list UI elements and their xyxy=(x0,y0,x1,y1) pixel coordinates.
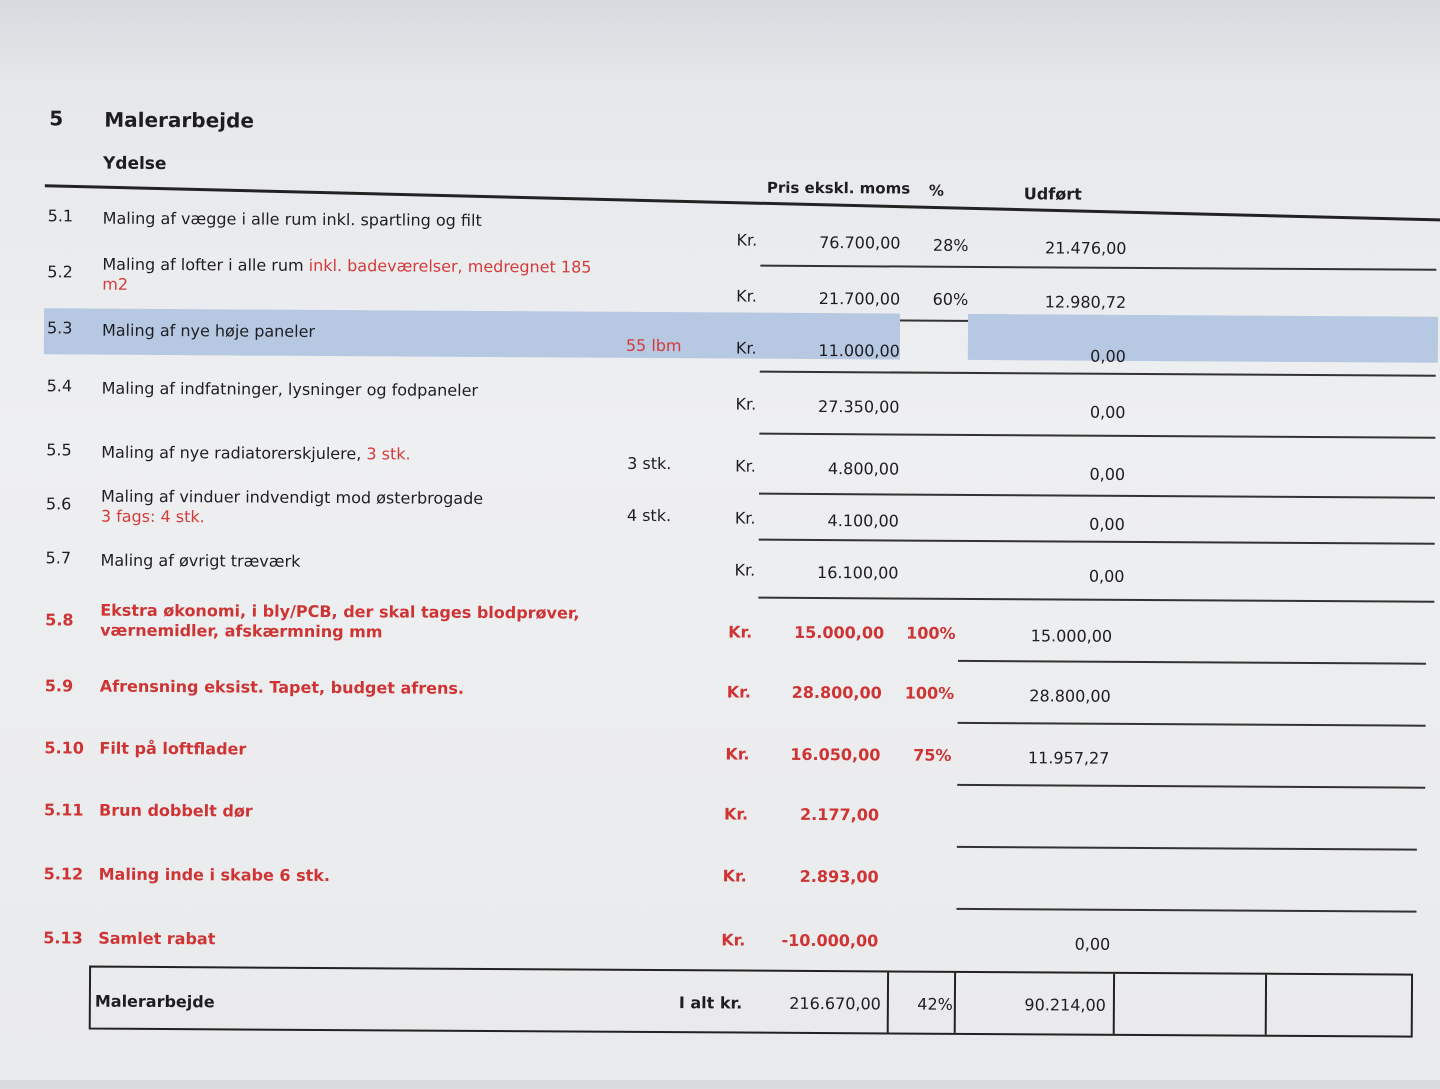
row-udfort: 0,00 xyxy=(982,934,1110,954)
total-percent: 42% xyxy=(891,994,953,1013)
row-price: 16.050,00 xyxy=(758,745,880,765)
row-number: 5.4 xyxy=(47,376,73,395)
row-divider xyxy=(958,722,1426,726)
row-currency: Kr. xyxy=(735,456,756,475)
row-udfort: 11.957,27 xyxy=(981,748,1109,768)
row-currency: Kr. xyxy=(721,930,745,949)
row-price: 2.893,00 xyxy=(757,867,879,887)
row-number: 5.3 xyxy=(47,318,73,337)
row-description: Maling af øvrigt træværk xyxy=(101,551,641,574)
row-udfort xyxy=(980,808,1108,809)
row-divider xyxy=(957,784,1425,788)
table-row xyxy=(0,540,1437,609)
table-row xyxy=(0,850,1435,919)
row-quantity: 4 stk. xyxy=(627,506,671,525)
row-description: Maling af vægge i alle rum inkl. spartling og filt xyxy=(103,209,643,232)
row-udfort: 0,00 xyxy=(996,566,1124,586)
row-currency: Kr. xyxy=(728,622,752,641)
row-percent: 100% xyxy=(906,624,954,643)
total-row xyxy=(89,966,1413,1038)
row-udfort: 12.980,72 xyxy=(998,292,1126,312)
row-divider xyxy=(758,597,1434,603)
section-title: Malerarbejde xyxy=(104,108,254,133)
row-price: 76.700,00 xyxy=(778,233,900,253)
table-row xyxy=(0,600,1436,669)
row-udfort: 0,00 xyxy=(998,346,1126,366)
row-udfort: 0,00 xyxy=(997,464,1125,484)
row-number: 5.7 xyxy=(46,548,72,567)
row-currency: Kr. xyxy=(735,508,756,527)
row-currency: Kr. xyxy=(735,395,756,414)
row-description: Maling af nye radiatorerskjulere, 3 stk. xyxy=(101,443,641,466)
row-price: 2.177,00 xyxy=(757,805,879,825)
row-price: 15.000,00 xyxy=(762,623,884,643)
total-udfort: 90.214,00 xyxy=(1006,995,1106,1015)
row-currency: Kr. xyxy=(736,287,757,306)
row-description-note: 3 fags: 4 stk. xyxy=(101,507,205,527)
table-row xyxy=(0,664,1436,733)
table-row xyxy=(0,726,1436,795)
row-description: Ekstra økonomi, i bly/PCB, der skal tages blodprøver, værnemidler, afskærmning mm xyxy=(100,601,620,644)
row-udfort: 0,00 xyxy=(997,402,1125,422)
row-description: Maling af vinduer indvendigt mod østerbrogade 3 fags: 4 stk. xyxy=(101,487,641,530)
row-currency: Kr. xyxy=(725,744,749,763)
row-divider xyxy=(958,660,1426,664)
row-percent: 28% xyxy=(920,236,968,255)
row-number: 5.2 xyxy=(47,262,73,281)
row-currency: Kr. xyxy=(724,804,748,823)
row-currency: Kr. xyxy=(736,339,757,358)
column-header-percent: % xyxy=(929,182,944,200)
row-description: Maling af lofter i alle rum inkl. badeværelser, medregnet 185 m2 xyxy=(102,255,612,298)
row-description-note: 3 stk. xyxy=(366,444,410,463)
row-currency: Kr. xyxy=(727,682,751,701)
table-row xyxy=(0,368,1438,437)
row-price: 27.350,00 xyxy=(777,397,899,417)
total-price: 216.670,00 xyxy=(781,994,881,1014)
row-number: 5.6 xyxy=(46,494,72,513)
row-price: 4.800,00 xyxy=(777,459,899,479)
row-quantity: 55 lbm xyxy=(626,336,682,355)
row-udfort xyxy=(979,870,1107,871)
row-udfort: 21.476,00 xyxy=(998,238,1126,258)
row-quantity: 3 stk. xyxy=(627,454,671,473)
row-udfort: 28.800,00 xyxy=(983,686,1111,706)
row-percent: 75% xyxy=(903,746,951,765)
total-ialt-label: I alt kr. xyxy=(679,993,742,1012)
row-number: 5.5 xyxy=(46,440,72,459)
total-label: Malerarbejde xyxy=(95,992,215,1012)
row-number: 5.12 xyxy=(44,864,84,883)
column-header-ydelse: Ydelse xyxy=(103,154,167,174)
row-currency: Kr. xyxy=(734,560,755,579)
row-price: 11.000,00 xyxy=(778,341,900,361)
row-divider xyxy=(957,846,1417,850)
row-currency: Kr. xyxy=(736,231,757,250)
column-header-udfort: Udført xyxy=(1024,184,1082,203)
total-cell-divider xyxy=(954,973,956,1033)
row-price: -10.000,00 xyxy=(756,931,878,951)
total-cell-divider xyxy=(887,972,889,1032)
row-udfort: 15.000,00 xyxy=(984,626,1112,646)
total-cell-divider xyxy=(1265,975,1267,1035)
row-description: Samlet rabat xyxy=(98,929,638,952)
row-description: Afrensning eksist. Tapet, budget afrens. xyxy=(100,677,640,700)
section-number: 5 xyxy=(49,106,63,130)
column-header-price: Pris ekskl. moms xyxy=(767,179,910,198)
total-cell-divider xyxy=(1113,974,1115,1034)
row-number: 5.10 xyxy=(44,738,84,757)
table-row-highlighted xyxy=(0,308,1438,377)
row-price: 21.700,00 xyxy=(778,289,900,309)
row-price: 16.100,00 xyxy=(776,563,898,583)
table-row xyxy=(0,788,1435,857)
row-description: Maling af nye høje paneler xyxy=(102,321,642,344)
row-description: Maling inde i skabe 6 stk. xyxy=(99,865,639,888)
row-udfort: 0,00 xyxy=(997,514,1125,534)
row-number: 5.9 xyxy=(45,676,73,695)
row-description: Brun dobbelt dør xyxy=(99,801,639,824)
row-description: Filt på loftflader xyxy=(99,739,639,762)
row-price: 28.800,00 xyxy=(760,683,882,703)
row-description: Maling af indfatninger, lysninger og fodpaneler xyxy=(102,379,642,402)
row-number: 5.11 xyxy=(44,800,84,819)
row-number: 5.13 xyxy=(43,928,83,947)
row-divider xyxy=(759,539,1435,545)
row-price: 4.100,00 xyxy=(777,511,899,531)
row-percent: 60% xyxy=(920,290,968,309)
row-divider xyxy=(956,908,1416,912)
row-number: 5.8 xyxy=(45,610,73,629)
row-percent: 100% xyxy=(905,684,953,703)
row-currency: Kr. xyxy=(723,866,747,885)
row-number: 5.1 xyxy=(48,206,74,225)
row-description-note: inkl. badeværelser, medregnet 185 m2 xyxy=(102,256,591,294)
